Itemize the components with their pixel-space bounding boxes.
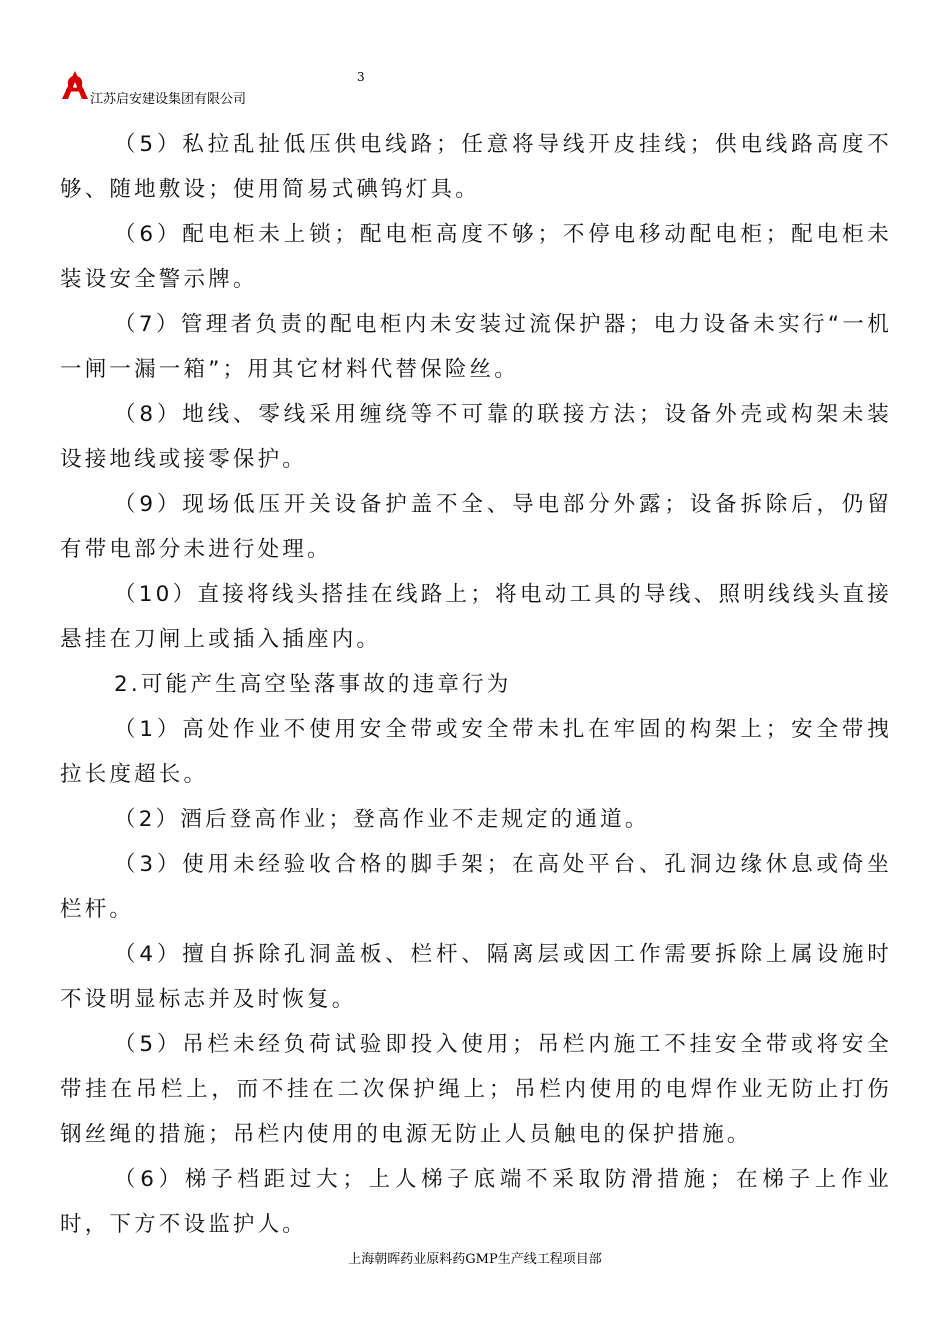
paragraph: （1）高处作业不使用安全带或安全带未扎在牢固的构架上；安全带拽拉长度超长。 — [60, 717, 892, 787]
paragraph: （5）私拉乱扯低压供电线路；任意将导线开皮挂线；供电线路高度不够、随地敷设；使用简易式碘钨灯具。 — [60, 132, 892, 202]
paragraph: （10）直接将线头搭挂在线路上；将电动工具的导线、照明线线头直接悬挂在刀闸上或插入插座内。 — [60, 582, 892, 652]
company-name: 江苏启安建设集团有限公司 — [90, 92, 247, 107]
company-logo — [60, 70, 90, 100]
page-footer: 上海朝晖药业原料药GMP生产线工程项目部 — [348, 1252, 602, 1267]
paragraph: （4）擅自拆除孔洞盖板、栏杆、隔离层或因工作需要拆除上属设施时不设明显标志并及时恢复。 — [60, 942, 892, 1012]
document-body — [60, 122, 892, 1247]
page-number: 3 — [357, 70, 365, 84]
paragraph: （5）吊栏未经负荷试验即投入使用；吊栏内施工不挂安全带或将安全带挂在吊栏上，而不挂在二次保护绳上；吊栏内使用的电焊作业无防止打伤钢丝绳的措施；吊栏内使用的电源无防止人员触电的保护措施。 — [60, 1032, 892, 1147]
paragraph: （9）现场低压开关设备护盖不全、导电部分外露；设备拆除后，仍留有带电部分未进行处理。 — [60, 492, 892, 562]
page-header — [60, 70, 460, 110]
section-heading: 2.可能产生高空坠落事故的违章行为 — [114, 672, 512, 697]
paragraph: （7）管理者负责的配电柜内未安装过流保护器；电力设备未实行“一机一闸一漏一箱”；用其它材料代替保险丝。 — [60, 312, 892, 382]
paragraph: （3）使用未经验收合格的脚手架；在高处平台、孔洞边缘休息或倚坐栏杆。 — [60, 852, 892, 922]
paragraph: （6）配电柜未上锁；配电柜高度不够；不停电移动配电柜；配电柜未装设安全警示牌。 — [60, 222, 892, 292]
paragraph: （6）梯子档距过大；上人梯子底端不采取防滑措施；在梯子上作业时，下方不设监护人。 — [60, 1167, 892, 1237]
paragraph: （2）酒后登高作业；登高作业不走规定的通道。 — [114, 807, 650, 832]
paragraph: （8）地线、零线采用缠绕等不可靠的联接方法；设备外壳或构架未装设接地线或接零保护。 — [60, 402, 892, 472]
